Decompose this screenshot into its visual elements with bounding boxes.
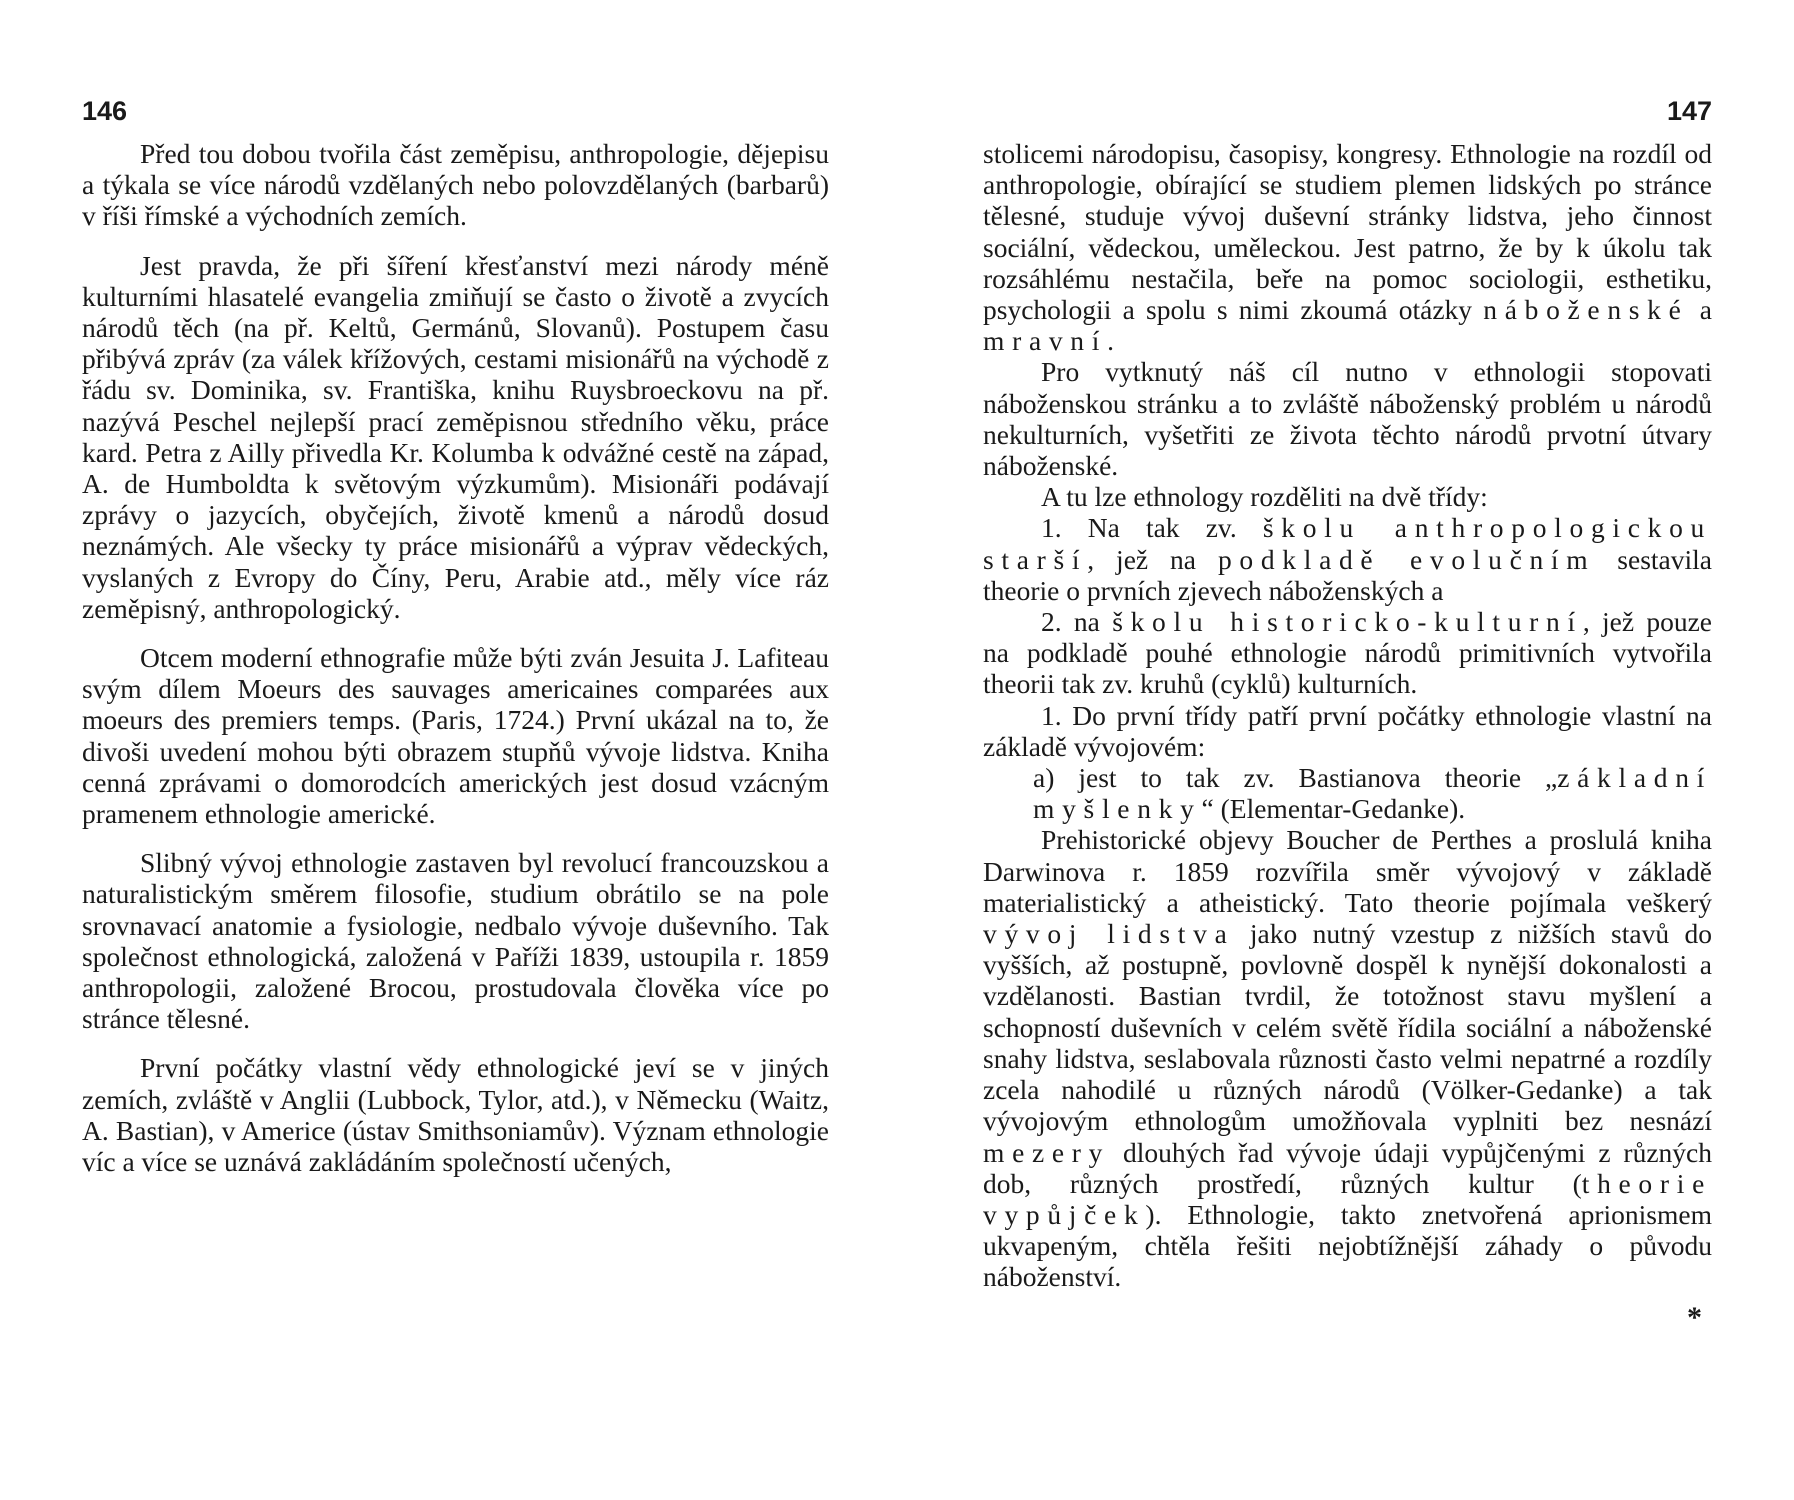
page-number-left: 146	[82, 96, 128, 126]
spaced-term: základní myšlenky	[1033, 762, 1712, 825]
paragraph: Jest pravda, že při šíření křesťanství mezi národy méně kulturními hlasatelé evangelia zmiňují se často o životě a zvycích národů těch (na př. Keltů, Germánů, Slovanů). Postupem času přibývá zpráv (za válek křížových, cestami misionářů na východě z řádu sv. Dominika, sv. Františka, knihu Ruysbroeckovu na př. nazývá Peschel nejlepší prací zeměpisnou středního věku, práce kard. Petra z Ailly přivedla Kr. Kolumba k odvážné cestě na západ, A. de Humboldta k světovým výzkumům). Misionáři podávají zprávy o jazycích, obyčejích, životě kmenů a národů dosud neznámých. Ale všecky ty práce misionářů a výprav vědeckých, vyslaných z Evropy do Číny, Peru, Arabie atd., měly více ráz zeměpisný, anthropologický.	[82, 249, 829, 624]
left-column-text	[82, 138, 829, 1177]
paragraph: První počátky vlastní vědy ethnologické jeví se v jiných zemích, zvláště v Anglii (Lubbock, Tylor, atd.), v Německu (Waitz, A. Bastian), v Americe (ústav Smithsoniamův). Význam ethnologie víc a více se uznává zakládáním společností učených,	[82, 1052, 829, 1178]
paragraph: 2. na školu historicko-kulturní, jež pouze na podkladě pouhé ethnologie národů primitivních vytvořila theorii tak zv. kruhů (cyklů) kulturních.	[983, 606, 1712, 700]
paragraph: Otcem moderní ethnografie může býti zván Jesuita J. Lafiteau svým dílem Moeurs des sauvages americaines comparées aux moeurs des premiers temps. (Paris, 1724.) První ukázal na to, že divoši uvedení mohou býti obrazem stupňů vývoje lidstva. Kniha cenná zprávami o domorodcích amerických jest dosud vzácným pramenem ethnologie americké.	[82, 642, 829, 830]
paragraph: Pro vytknutý náš cíl nutno v ethnologii stopovati náboženskou stránku a to zvláště náboženský problém u národů nekulturních, vyšetřiti ze života těchto národů prvotní útvary náboženské.	[983, 356, 1712, 482]
spaced-term: mezery	[983, 1136, 1111, 1168]
spaced-term: školu anthropologickou starší	[983, 512, 1712, 575]
paragraph: stolicemi národopisu, časopisy, kongresy. Ethnologie na rozdíl od anthropologie, obírající se studiem plemen lidských po stránce tělesné, studuje vývoj duševní stránky lidstva, jeho činnost sociální, vědeckou, uměleckou. Jest patrno, že by k úkolu tak rozsáhlému nestačila, beře na pomoc sociologii, esthetiku, psychologii a spolu s nimi zkoumá otázky náboženské a mravní.	[983, 138, 1712, 357]
paragraph: Slibný vývoj ethnologie zastaven byl revolucí francouzskou a naturalistickým směrem filosofie, studium obrátilo se na pole srovnavací anatomie a fysiologie, nedbalo vývoje duševního. Tak společnost ethnologická, založená v Paříži 1839, ustoupila r. 1859 anthropologii, založené Brocou, prostudovala člověka více po stránce tělesné.	[82, 847, 829, 1035]
paragraph: 1. Na tak zv. školu anthropologickou starší, jež na podkladě evolučním sestavila theorie o prvních zjevech náboženských a	[983, 512, 1712, 606]
spaced-term: náboženské	[1483, 294, 1689, 326]
right-page	[897, 0, 1794, 1500]
paragraph: a) jest to tak zv. Bastianova theorie „základní myšlenky“ (Elementar-Gedanke).	[1033, 762, 1712, 825]
spaced-term: podkladě evolučním	[1217, 543, 1596, 575]
spaced-term: theorie vypůjček	[983, 1167, 1712, 1230]
footer-asterisk: *	[1687, 1300, 1702, 1334]
paragraph: A tu lze ethnology rozděliti na dvě třídy:	[1041, 481, 1488, 513]
spaced-term: vývoj lidstva	[983, 918, 1235, 950]
paragraph: 1. Do první třídy patří první počátky ethnologie vlastní na základě vývojovém:	[983, 699, 1712, 762]
right-column-text	[983, 138, 1712, 1293]
spaced-term: školu historicko-kulturní	[1112, 606, 1583, 638]
paragraph: Prehistorické objevy Boucher de Perthes a proslulá kniha Darwinova r. 1859 rozvířila směr vývojový v základě materialistický a atheistický. Tato theorie pojímala veškerý vývoj lidstva jako nutný vzestup z nižších stavů do vyšších, až postupně, povlovně dospěl k nynější dokonalosti a vzdělanosti. Bastian tvrdil, že totožnost stavu myšlení a schopností duševních v celém světě řídila sociální a náboženské snahy lidstva, seslabovala různosti často velmi nepatrné a rozdíly zcela nahodilé u různých národů (Völker-Gedanke) a tak vývojovým ethnologům umožňovala vyplniti bez nesnází mezery dlouhých řad vývoje údaji vypůjčenými z různých dob, různých prostředí, různých kultur (theorie vypůjček). Ethnologie, takto znetvořená aprionismem ukvapeným, chtěla řešiti nejobtížnější záhady o původu náboženství.	[983, 824, 1712, 1293]
paragraph: Před tou dobou tvořila část zeměpisu, anthropologie, dějepisu a týkala se více národů vzdělaných nebo polovzdělaných (barbarů) v říši římské a východních zemích.	[82, 138, 829, 232]
spaced-term: mravní	[983, 325, 1108, 357]
page-number-right: 147	[1666, 96, 1712, 126]
